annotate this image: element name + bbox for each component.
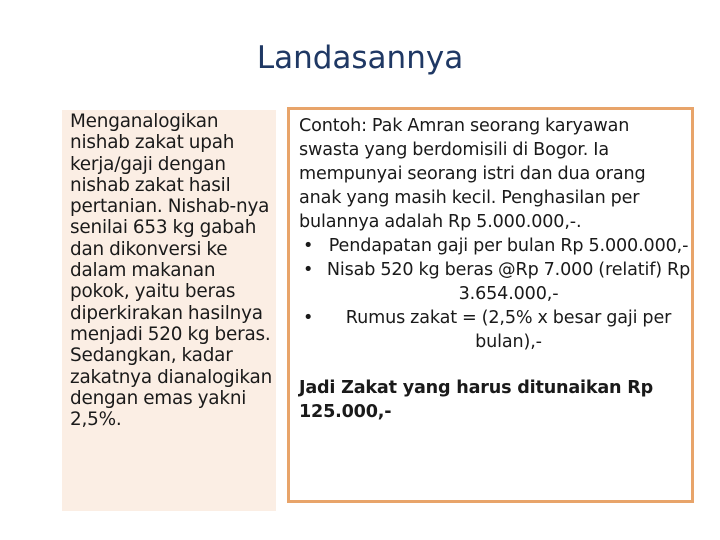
page-title: Landasannya [256, 40, 464, 76]
bullet-item [299, 258, 691, 306]
example-intro: Contoh: Pak Amran seorang karyawan swasta yang berdomisili di Bogor. Ia mempunyai seorang istri dan dua orang anak yang masih kecil. Penghasilan per bulannya adalah Rp 5.000.000,-. [299, 116, 646, 232]
bullet-text: Pendapatan gaji per bulan Rp 5.000.000,- [328, 236, 689, 256]
bullet-text: Rumus zakat = (2,5% x besar gaji per bulan),- [345, 308, 672, 352]
bullet-icon: • [303, 308, 314, 328]
example-bullet-list [299, 234, 691, 354]
bullet-item [299, 234, 691, 258]
bullet-item [299, 306, 691, 354]
example-conclusion: Jadi Zakat yang harus ditunaikan Rp 125.000,- [299, 378, 654, 422]
left-panel-text: Menganalogikan nishab zakat upah kerja/gaji dengan nishab zakat hasil pertanian. Nishab-nya senilai 653 kg gabah dan dikonversi ke dalam makanan pokok, yaitu beras diperkirakan hasilnya menjadi 520 kg beras. Sedangkan, kadar zakatnya dianalogikan dengan emas yakni 2,5%. [70, 111, 273, 431]
bullet-icon: • [303, 236, 314, 256]
example-panel [287, 107, 694, 503]
bullet-icon: • [303, 260, 314, 280]
left-text-panel [62, 110, 276, 511]
bullet-text: Nisab 520 kg beras @Rp 7.000 (relatif) Rp 3.654.000,- [326, 260, 691, 304]
